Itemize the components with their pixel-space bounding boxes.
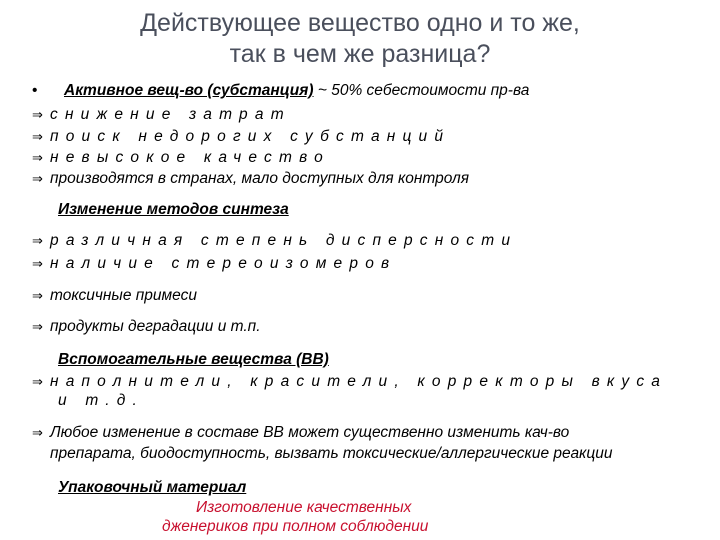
list-item: [32, 106, 291, 124]
list-item-text: невысокое качество: [50, 149, 330, 166]
list-item-text: продукты деградации и т.п.: [50, 318, 261, 335]
excipients-heading-text: Вспомогательные вещества (ВВ): [58, 351, 329, 368]
synthesis-heading: [58, 201, 289, 219]
arrow-icon: ⇒: [32, 129, 43, 144]
list-item-text: наполнители, красители, корректоры вкуса: [50, 373, 668, 390]
arrow-icon: ⇒: [32, 374, 43, 389]
list-item: [32, 318, 261, 336]
excipients-heading: [58, 351, 329, 369]
list-item: [32, 373, 667, 391]
title-line-1: Действующее вещество одно и то же,: [140, 9, 580, 37]
arrow-icon: ⇒: [32, 171, 43, 186]
arrow-icon: ⇒: [32, 150, 43, 165]
title-line-2: так в чем же разница?: [229, 40, 491, 68]
packaging-note-text: дженериков при полном соблюдении: [162, 518, 429, 535]
arrow-icon: ⇒: [32, 107, 43, 122]
packaging-heading: [58, 479, 246, 497]
bullet-icon: •: [32, 82, 38, 99]
list-item-continuation: [50, 445, 612, 463]
active-substance-cost-note: ~ 50% себестоимости пр-ва: [313, 82, 530, 99]
packaging-note-text: Изготовление качественных: [196, 499, 412, 516]
list-item-text: наличие стереоизомеров: [50, 255, 397, 272]
packaging-note-line-1: [196, 499, 411, 517]
arrow-icon: ⇒: [32, 319, 43, 334]
list-item-text: токсичные примеси: [50, 287, 197, 304]
list-item: [32, 424, 569, 442]
slide-title: [0, 8, 720, 70]
arrow-icon: ⇒: [32, 425, 43, 440]
packaging-heading-text: Упаковочный материал: [58, 479, 247, 496]
active-substance-heading: Активное вещ-во (субстанция): [64, 82, 314, 99]
list-item: [32, 128, 450, 146]
arrow-icon: ⇒: [32, 256, 43, 271]
list-item-text: препарата, биодоступность, вызвать токсические/аллергические реакции: [50, 445, 613, 462]
list-item-text: снижение затрат: [50, 106, 291, 123]
synthesis-heading-text: Изменение методов синтеза: [58, 201, 289, 218]
active-substance-row: [32, 82, 529, 100]
list-item: [32, 149, 330, 167]
list-item: [32, 287, 197, 305]
list-item: [32, 255, 396, 273]
list-item-text: и т.д.: [58, 392, 145, 409]
list-item: [32, 170, 469, 188]
arrow-icon: ⇒: [32, 233, 43, 248]
list-item-continuation: [58, 392, 144, 410]
arrow-icon: ⇒: [32, 288, 43, 303]
list-item-text: поиск недорогих субстанций: [50, 128, 451, 145]
list-item: [32, 232, 517, 250]
list-item-text: производятся в странах, мало доступных для контроля: [50, 170, 470, 187]
list-item-text: различная степень дисперсности: [50, 232, 518, 249]
list-item-text: Любое изменение в составе ВВ может существенно изменить кач-во: [50, 424, 570, 441]
packaging-note-line-2: [162, 518, 428, 536]
